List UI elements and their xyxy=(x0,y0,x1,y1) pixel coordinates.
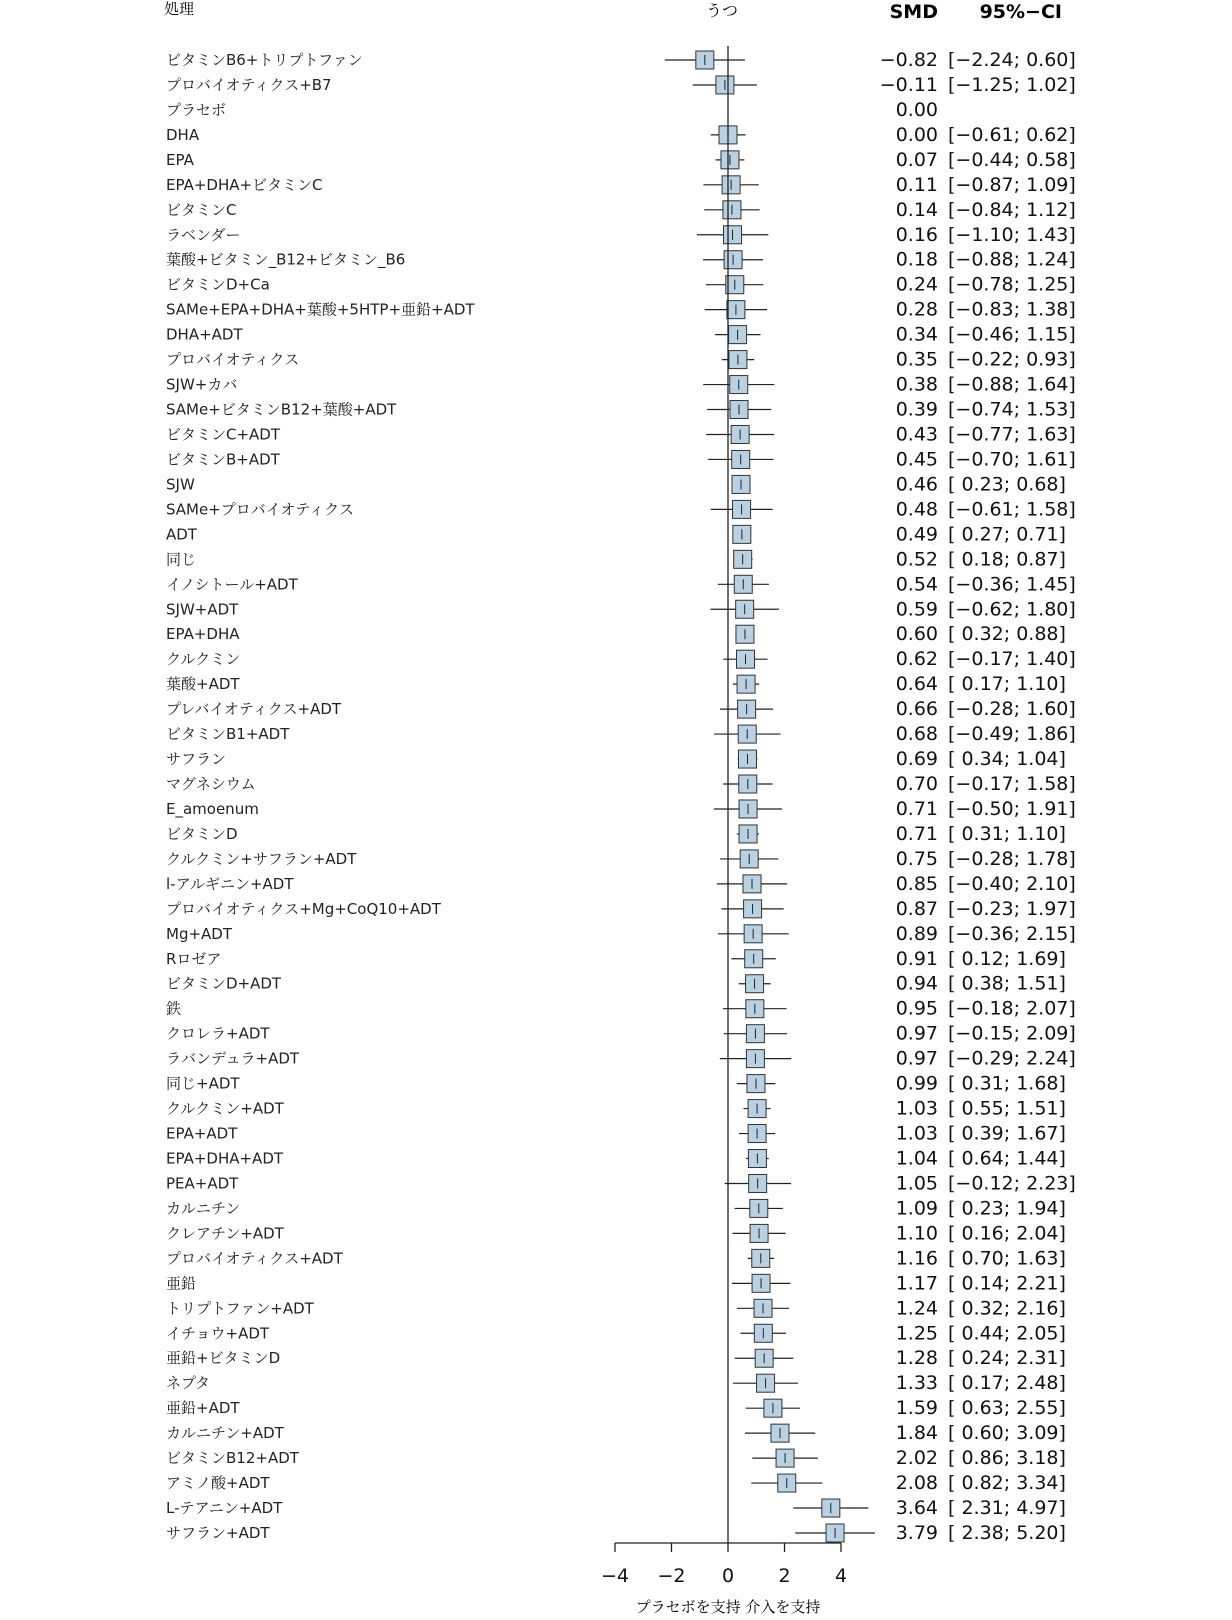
smd-value: 1.17 xyxy=(895,1272,938,1295)
row-label: SAMe+プロバイオティクス xyxy=(166,500,355,519)
row-label: L-テアニン+ADT xyxy=(166,1499,283,1518)
row-label: DHA xyxy=(166,125,200,144)
forest-row xyxy=(166,274,1076,296)
smd-value: 0.43 xyxy=(895,423,938,446)
smd-value: 0.70 xyxy=(895,773,938,796)
smd-value: 0.00 xyxy=(895,98,938,121)
smd-value: 0.66 xyxy=(895,698,938,721)
smd-value: 0.62 xyxy=(895,648,938,671)
ci-value: [ 0.38; 1.51] xyxy=(948,972,1066,995)
forest-row xyxy=(166,1048,1076,1070)
ci-value: [ 0.82; 3.34] xyxy=(948,1472,1066,1495)
forest-row xyxy=(166,823,1066,845)
smd-value: 0.69 xyxy=(895,748,938,771)
forest-row xyxy=(166,1148,1066,1170)
row-label: プロバイオティクス+B7 xyxy=(166,75,332,94)
ci-value: [ 2.38; 5.20] xyxy=(948,1522,1066,1544)
row-label: 鉄 xyxy=(166,999,182,1018)
forest-row xyxy=(166,1372,1066,1394)
ci-value: [ 0.14; 2.21] xyxy=(948,1272,1066,1295)
forest-row xyxy=(166,773,1076,795)
forest-row xyxy=(166,1023,1076,1045)
smd-value: 0.45 xyxy=(895,448,938,471)
row-label: 亜鉛 xyxy=(166,1274,197,1293)
forest-row xyxy=(166,199,1076,221)
ci-value: [−0.12; 2.23] xyxy=(948,1172,1076,1195)
ci-value: [−0.23; 1.97] xyxy=(948,897,1076,920)
ci-value: [ 0.34; 1.04] xyxy=(948,748,1066,771)
ci-value: [−0.50; 1.91] xyxy=(948,797,1076,820)
row-label: ADT xyxy=(166,525,197,544)
row-label: クルクミン xyxy=(166,650,241,669)
row-label: SAMe+EPA+DHA+葉酸+5HTP+亜鉛+ADT xyxy=(166,300,475,319)
forest-row xyxy=(166,873,1076,895)
ci-value: [ 0.86; 3.18] xyxy=(948,1447,1066,1470)
smd-value: 0.71 xyxy=(895,797,938,820)
forest-row xyxy=(166,99,938,121)
forest-row xyxy=(166,1272,1066,1294)
smd-value: 0.97 xyxy=(895,1047,938,1070)
header-smd: SMD xyxy=(889,1,938,23)
row-label: 葉酸+ADT xyxy=(166,675,240,694)
smd-value: 3.64 xyxy=(895,1497,938,1520)
ci-value: [−2.24; 0.60] xyxy=(948,49,1076,71)
smd-value: 0.07 xyxy=(895,148,938,171)
x-axis-label: プラセボを支持 介入を支持 xyxy=(635,1598,821,1616)
smd-value: 0.00 xyxy=(895,123,938,146)
forest-row xyxy=(166,548,1066,570)
header-outcome: うつ xyxy=(705,1,739,20)
ci-value: [ 0.17; 2.48] xyxy=(948,1372,1066,1395)
row-label: ビタミンB12+ADT xyxy=(166,1449,299,1468)
ci-value: [ 0.23; 0.68] xyxy=(948,473,1066,496)
row-label: アミノ酸+ADT xyxy=(166,1474,270,1493)
smd-value: 1.28 xyxy=(895,1347,938,1370)
forest-row xyxy=(166,498,1076,520)
forest-row xyxy=(166,1497,1066,1519)
ci-value: [−1.25; 1.02] xyxy=(948,73,1076,96)
x-tick-label: −2 xyxy=(657,1565,686,1587)
row-label: ビタミンD+Ca xyxy=(166,275,270,294)
forest-row xyxy=(166,723,1076,745)
forest-row xyxy=(166,1073,1066,1095)
forest-row xyxy=(166,74,1076,96)
forest-row xyxy=(166,1347,1066,1369)
row-label: プラセボ xyxy=(166,100,227,119)
ci-value: [−0.28; 1.60] xyxy=(948,698,1076,721)
forest-row xyxy=(166,1397,1066,1419)
smd-value: 0.89 xyxy=(895,922,938,945)
forest-rows xyxy=(166,49,1076,1544)
smd-value: 0.54 xyxy=(895,573,938,596)
row-label: クルクミン+ADT xyxy=(166,1099,284,1118)
ci-value: [ 0.60; 3.09] xyxy=(948,1422,1066,1445)
smd-value: 0.99 xyxy=(895,1072,938,1095)
smd-value: 0.59 xyxy=(895,598,938,621)
row-label: カルニチン xyxy=(166,1199,241,1218)
forest-row xyxy=(166,648,1076,670)
smd-value: 2.08 xyxy=(895,1472,938,1495)
smd-value: 0.35 xyxy=(895,348,938,371)
ci-value: [ 0.12; 1.69] xyxy=(948,947,1066,970)
row-label: ビタミンB+ADT xyxy=(166,450,280,469)
ci-value: [ 2.31; 4.97] xyxy=(948,1497,1066,1520)
ci-value: [ 0.31; 1.10] xyxy=(948,822,1066,845)
forest-row xyxy=(166,948,1066,970)
row-label: クロレラ+ADT xyxy=(166,1024,270,1043)
x-tick-label: −4 xyxy=(600,1565,630,1587)
row-label: ビタミンC xyxy=(166,200,237,219)
header-ci: 95%−CI xyxy=(979,1,1062,23)
forest-row xyxy=(166,698,1076,720)
row-label: 同じ xyxy=(166,550,197,569)
row-label: ビタミンD xyxy=(166,824,238,843)
row-label: ビタミンC+ADT xyxy=(166,425,281,444)
ci-value: [−0.78; 1.25] xyxy=(948,273,1076,296)
ci-value: [−0.83; 1.38] xyxy=(948,298,1076,321)
row-label: サフラン+ADT xyxy=(166,1524,270,1542)
smd-value: 2.02 xyxy=(895,1447,938,1470)
x-axis xyxy=(601,1543,847,1587)
forest-row xyxy=(166,1297,1066,1319)
header-treatment: 処理 xyxy=(164,0,195,18)
ci-value: [−0.28; 1.78] xyxy=(948,847,1076,870)
smd-value: 0.39 xyxy=(895,398,938,421)
ci-value: [ 0.44; 2.05] xyxy=(948,1322,1066,1345)
forest-row xyxy=(166,998,1076,1020)
forest-row xyxy=(166,1422,1066,1444)
smd-value: 1.03 xyxy=(895,1122,938,1145)
row-label: ネプタ xyxy=(166,1374,210,1393)
smd-value: 1.16 xyxy=(895,1247,938,1270)
forest-row xyxy=(166,399,1076,421)
forest-row xyxy=(166,1172,1076,1194)
ci-value: [ 0.32; 0.88] xyxy=(948,623,1066,646)
smd-value: 0.75 xyxy=(895,847,938,870)
row-label: ラバンデュラ+ADT xyxy=(166,1049,300,1068)
row-label: 同じ+ADT xyxy=(166,1074,240,1093)
smd-value: 1.04 xyxy=(895,1147,938,1170)
forest-row xyxy=(166,124,1076,146)
row-label: イチョウ+ADT xyxy=(166,1324,270,1343)
row-label: Rロゼア xyxy=(166,949,222,968)
forest-row xyxy=(166,923,1076,945)
forest-row xyxy=(166,973,1066,995)
smd-value: 0.71 xyxy=(895,822,938,845)
smd-value: 1.05 xyxy=(895,1172,938,1195)
smd-value: 0.14 xyxy=(895,198,938,221)
forest-row xyxy=(166,374,1076,396)
row-label: Mg+ADT xyxy=(166,924,233,943)
ci-value: [−0.36; 2.15] xyxy=(948,922,1076,945)
ci-value: [−0.61; 1.58] xyxy=(948,498,1076,521)
smd-value: −0.11 xyxy=(879,73,938,96)
row-label: PEA+ADT xyxy=(166,1174,239,1193)
ci-value: [−0.40; 2.10] xyxy=(948,872,1076,895)
row-label: ビタミンD+ADT xyxy=(166,974,282,993)
row-label: EPA xyxy=(166,150,194,169)
ci-value: [−0.36; 1.45] xyxy=(948,573,1076,596)
forest-row xyxy=(166,149,1076,171)
row-label: ビタミンB6+トリプトファン xyxy=(166,51,363,69)
row-label: 亜鉛+ADT xyxy=(166,1399,240,1418)
forest-row xyxy=(166,1098,1066,1120)
smd-value: 0.87 xyxy=(895,897,938,920)
smd-value: 0.46 xyxy=(895,473,938,496)
smd-value: 0.97 xyxy=(895,1022,938,1045)
smd-value: 1.09 xyxy=(895,1197,938,1220)
smd-value: 0.24 xyxy=(895,273,938,296)
row-label: プロバイオティクス+ADT xyxy=(166,1249,343,1268)
row-label: EPA+DHA+ビタミンC xyxy=(166,175,323,194)
ci-value: [ 0.24; 2.31] xyxy=(948,1347,1066,1370)
ci-value: [−0.44; 0.58] xyxy=(948,148,1076,171)
ci-value: [−0.88; 1.24] xyxy=(948,248,1076,271)
row-label: サフラン xyxy=(166,750,227,769)
row-label: SJW+カバ xyxy=(166,375,238,394)
ci-value: [−0.70; 1.61] xyxy=(948,448,1076,471)
smd-value: 3.79 xyxy=(895,1522,938,1544)
row-label: EPA+DHA+ADT xyxy=(166,1149,284,1168)
forest-row xyxy=(166,523,1066,545)
row-label: トリプトファン+ADT xyxy=(166,1299,314,1318)
smd-value: 0.49 xyxy=(895,523,938,546)
ci-value: [−0.88; 1.64] xyxy=(948,373,1076,396)
smd-value: 0.48 xyxy=(895,498,938,521)
smd-value: 1.59 xyxy=(895,1397,938,1420)
smd-value: 1.33 xyxy=(895,1372,938,1395)
forest-row xyxy=(166,598,1076,620)
ci-value: [−0.46; 1.15] xyxy=(948,323,1076,346)
row-label: プロバイオティクス+Mg+CoQ10+ADT xyxy=(166,899,441,918)
ci-value: [−0.62; 1.80] xyxy=(948,598,1076,621)
ci-value: [ 0.64; 1.44] xyxy=(948,1147,1066,1170)
forest-row xyxy=(166,848,1076,870)
row-label: E_amoenum xyxy=(166,799,259,818)
row-label: クレアチン+ADT xyxy=(166,1224,284,1243)
forest-row xyxy=(166,473,1066,495)
forest-row xyxy=(166,673,1066,695)
forest-row xyxy=(166,1447,1066,1469)
smd-value: 0.85 xyxy=(895,872,938,895)
x-tick-label: 2 xyxy=(778,1565,791,1587)
smd-value: 0.16 xyxy=(895,223,938,246)
smd-value: −0.82 xyxy=(879,49,938,71)
forest-row xyxy=(166,898,1076,920)
forest-row xyxy=(166,299,1076,321)
smd-value: 1.03 xyxy=(895,1097,938,1120)
row-label: クルクミン+サフラン+ADT xyxy=(166,849,357,868)
ci-value: [ 0.32; 2.16] xyxy=(948,1297,1066,1320)
forest-row xyxy=(166,798,1076,820)
forest-row xyxy=(166,448,1076,470)
smd-value: 0.95 xyxy=(895,997,938,1020)
forest-row xyxy=(166,349,1076,371)
forest-row xyxy=(166,224,1076,246)
ci-value: [ 0.18; 0.87] xyxy=(948,548,1066,571)
ci-value: [ 0.70; 1.63] xyxy=(948,1247,1066,1270)
x-tick-label: 0 xyxy=(721,1565,735,1587)
ci-value: [−0.61; 0.62] xyxy=(948,123,1076,146)
smd-value: 1.10 xyxy=(895,1222,938,1245)
forest-row xyxy=(166,1247,1066,1269)
ci-value: [ 0.17; 1.10] xyxy=(948,673,1066,696)
ci-value: [ 0.63; 2.55] xyxy=(948,1397,1066,1420)
smd-value: 0.28 xyxy=(895,298,938,321)
forest-row xyxy=(166,249,1076,271)
ci-value: [−0.17; 1.40] xyxy=(948,648,1076,671)
row-label: 葉酸+ビタミン_B12+ビタミン_B6 xyxy=(166,250,406,269)
row-label: DHA+ADT xyxy=(166,325,243,344)
ci-value: [ 0.55; 1.51] xyxy=(948,1097,1066,1120)
row-label: ラベンダー xyxy=(166,225,241,244)
row-label: l-アルギニン+ADT xyxy=(166,874,294,893)
ci-value: [ 0.23; 1.94] xyxy=(948,1197,1066,1220)
ci-value: [ 0.16; 2.04] xyxy=(948,1222,1066,1245)
smd-value: 0.60 xyxy=(895,623,938,646)
forest-row xyxy=(166,324,1076,346)
row-label: SJW+ADT xyxy=(166,600,239,619)
forest-row xyxy=(166,49,1076,71)
smd-value: 1.25 xyxy=(895,1322,938,1345)
ci-value: [−0.74; 1.53] xyxy=(948,398,1076,421)
x-tick-label: 4 xyxy=(834,1565,848,1587)
ci-value: [−0.77; 1.63] xyxy=(948,423,1076,446)
forest-row xyxy=(166,623,1066,645)
ci-value: [−0.15; 2.09] xyxy=(948,1022,1076,1045)
forest-row xyxy=(166,748,1066,770)
ci-value: [−0.84; 1.12] xyxy=(948,198,1076,221)
ci-value: [−1.10; 1.43] xyxy=(948,223,1076,246)
forest-row xyxy=(166,1222,1066,1244)
ci-value: [ 0.39; 1.67] xyxy=(948,1122,1066,1145)
smd-value: 0.38 xyxy=(895,373,938,396)
ci-value: [−0.22; 0.93] xyxy=(948,348,1076,371)
smd-value: 0.68 xyxy=(895,723,938,746)
ci-value: [−0.17; 1.58] xyxy=(948,773,1076,796)
row-label: EPA+DHA xyxy=(166,625,240,644)
smd-value: 0.94 xyxy=(895,972,938,995)
row-label: カルニチン+ADT xyxy=(166,1424,284,1443)
forest-row xyxy=(166,1472,1066,1494)
row-label: イノシトール+ADT xyxy=(166,575,298,594)
forest-row xyxy=(166,174,1076,196)
forest-row xyxy=(166,1197,1066,1219)
row-label: SJW xyxy=(166,475,195,494)
row-label: ビタミンB1+ADT xyxy=(166,725,290,744)
forest-row xyxy=(166,1522,1066,1544)
smd-value: 0.91 xyxy=(895,947,938,970)
forest-row xyxy=(166,1123,1066,1145)
row-label: マグネシウム xyxy=(166,775,256,794)
ci-value: [−0.87; 1.09] xyxy=(948,173,1076,196)
smd-value: 0.52 xyxy=(895,548,938,571)
forest-row xyxy=(166,573,1076,595)
forest-row xyxy=(166,423,1076,445)
row-label: プロバイオティクス xyxy=(166,350,300,369)
ci-value: [−0.18; 2.07] xyxy=(948,997,1076,1020)
forest-row xyxy=(166,1322,1066,1344)
smd-value: 1.24 xyxy=(895,1297,938,1320)
smd-value: 0.64 xyxy=(895,673,938,696)
smd-value: 0.11 xyxy=(895,173,938,196)
smd-value: 0.34 xyxy=(895,323,938,346)
ci-value: [ 0.27; 0.71] xyxy=(948,523,1066,546)
row-label: プレバイオティクス+ADT xyxy=(166,700,342,719)
smd-value: 1.84 xyxy=(895,1422,938,1445)
ci-value: [−0.49; 1.86] xyxy=(948,723,1076,746)
row-label: SAMe+ビタミンB12+葉酸+ADT xyxy=(166,400,397,419)
ci-value: [−0.29; 2.24] xyxy=(948,1047,1076,1070)
row-label: EPA+ADT xyxy=(166,1124,238,1143)
ci-value: [ 0.31; 1.68] xyxy=(948,1072,1066,1095)
smd-value: 0.18 xyxy=(895,248,938,271)
row-label: 亜鉛+ビタミンD xyxy=(166,1349,281,1368)
